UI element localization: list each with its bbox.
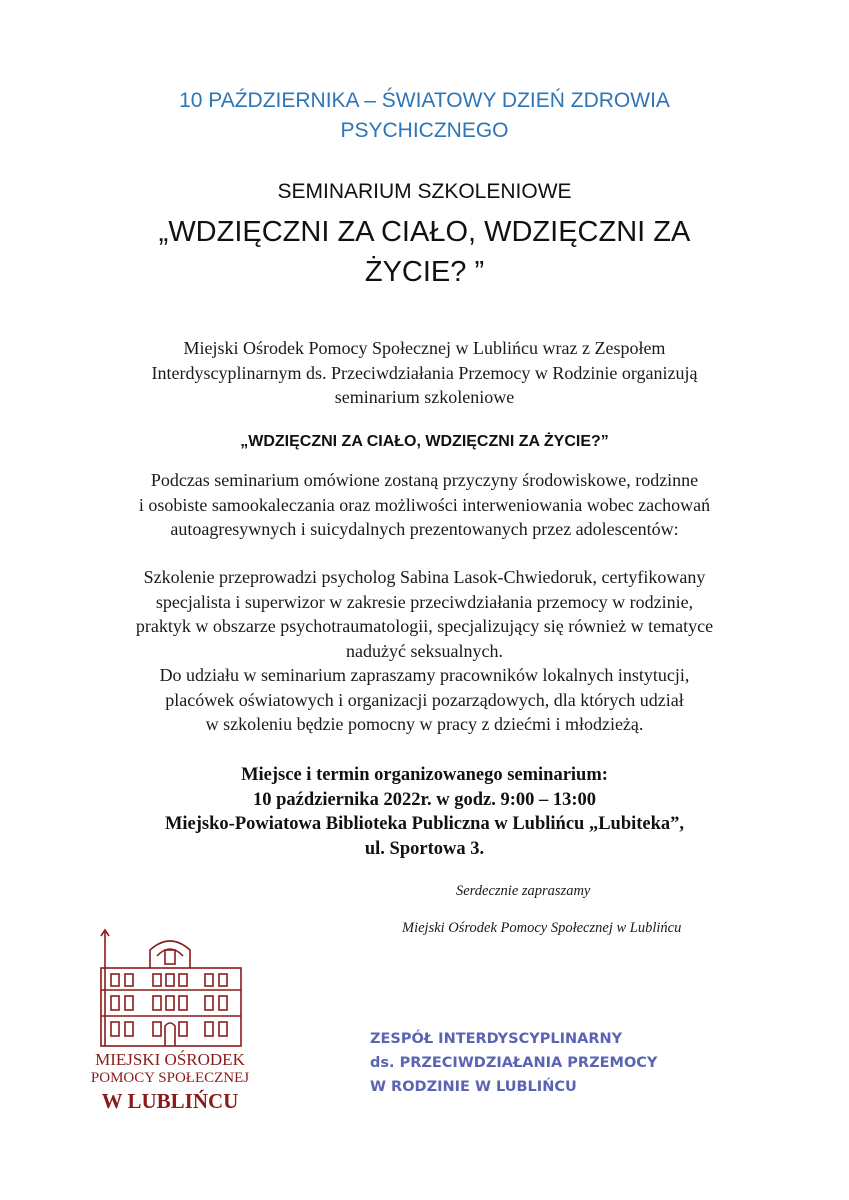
logo-text-line1: MIEJSKI OŚRODEK [95, 1050, 245, 1069]
team-name [370, 1027, 690, 1099]
trainer-paragraph [60, 565, 789, 737]
details-line: ul. Sportowa 3. [364, 838, 485, 859]
seminar-quote-title: „WDZIĘCZNI ZA CIAŁO, WDZIĘCZNI ZA ŻYCIE?” [240, 433, 609, 450]
trainer-line: Do udziału w seminarium zapraszamy pracowników lokalnych instytucji, [159, 665, 690, 685]
trainer-line: Szkolenie przeprowadzi psycholog Sabina Lasok-Chwiedoruk, certyfikowany [143, 567, 706, 587]
seminar-title-line1: „WDZIĘCZNI ZA CIAŁO, WDZIĘCZNI ZA [158, 216, 691, 248]
details-line: 10 października 2022r. w godz. 9:00 – 13:00 [252, 789, 597, 810]
building-icon [95, 928, 245, 1048]
trainer-line: placówek oświatowych i organizacji pozarządowych, dla których udział [165, 689, 684, 710]
intro-line: seminarium szkoleniowe [334, 387, 515, 407]
trainer-line: w szkoleniu będzie pomocny w pracy z dziećmi i młodzieżą. [205, 714, 644, 734]
intro-line: Interdyscyplinarnym ds. Przeciwdziałania Przemocy w Rodzinie organizują [151, 362, 698, 383]
intro-paragraph [60, 336, 789, 410]
closing-signature: Miejski Ośrodek Pomocy Społecznej w Lublińcu [402, 920, 682, 936]
seminar-subtitle: SEMINARIUM SZKOLENIOWE [277, 180, 572, 203]
header-title-line1: 10 PAŹDZIERNIKA – ŚWIATOWY DZIEŃ ZDROWIA [179, 89, 670, 112]
description-line: autoagresywnych i suicydalnych prezentowanych przez adolescentów: [170, 519, 679, 539]
intro-line: Miejski Ośrodek Pomocy Społecznej w Lublińcu wraz z Zespołem [183, 338, 666, 358]
team-line: ZESPÓŁ INTERDYSCYPLINARNY [370, 1031, 623, 1047]
description-line: i osobiste samookaleczania oraz możliwości interweniowania wobec zachowań [138, 494, 711, 515]
team-line: ds. PRZECIWDZIAŁANIA PRZEMOCY [370, 1055, 658, 1071]
logo-text-line3: W LUBLIŃCU [101, 1089, 239, 1113]
trainer-line: nadużyć seksualnych. [346, 640, 503, 661]
logo-text-line2: POMOCY SPOŁECZNEJ [90, 1070, 250, 1086]
description-paragraph [60, 468, 789, 542]
team-line: W RODZINIE W LUBLIŃCU [370, 1079, 577, 1095]
details-line: Miejsko-Powiatowa Biblioteka Publiczna w Lublińcu „Lubiteka”, [164, 814, 685, 834]
seminar-details [60, 763, 789, 861]
header-title-line2: PSYCHICZNEGO [340, 119, 509, 142]
description-line: Podczas seminarium omówione zostaną przyczyny środowiskowe, rodzinne [150, 470, 699, 490]
trainer-line: praktyk w obszarze psychotraumatologii, specjalizujący się również w tematyce [135, 616, 714, 636]
trainer-line: specjalista i superwizor w zakresie przeciwdziałania przemocy w rodzinie, [155, 591, 694, 612]
seminar-title-line2: ŻYCIE? ” [364, 256, 485, 288]
details-line: Miejsce i termin organizowanego seminarium: [241, 765, 608, 785]
closing-invite: Serdecznie zapraszamy [456, 883, 591, 899]
